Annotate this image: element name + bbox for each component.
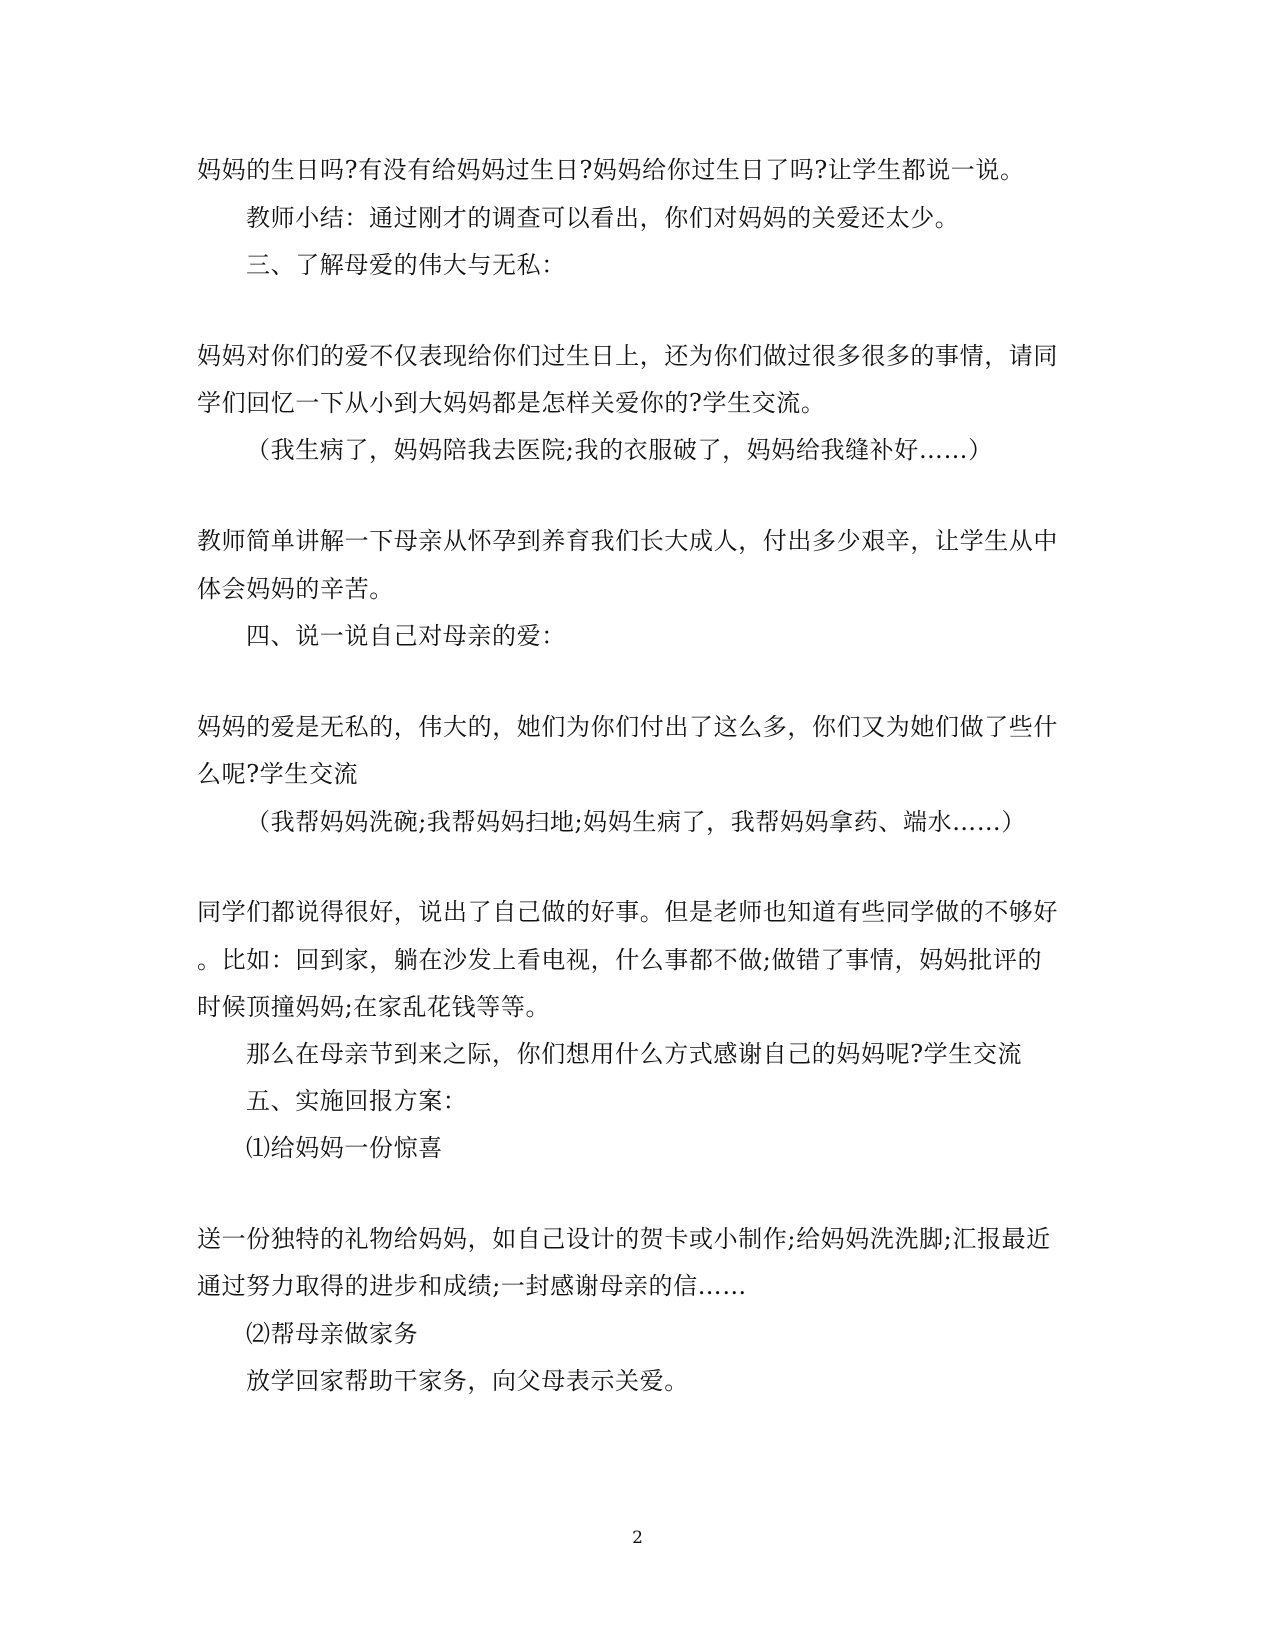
text-line-11: 么呢?学生交流 bbox=[197, 760, 359, 788]
text-line-13: 同学们都说得很好，说出了自己做的好事。但是老师也知道有些同学做的不够好 bbox=[197, 898, 1058, 926]
text-line-1: 妈妈的生日吗?有没有给妈妈过生日?妈妈给你过生日了吗?让学生都说一说。 bbox=[197, 156, 1025, 184]
text-line-2: 教师小结：通过刚才的调查可以看出，你们对妈妈的关爱还太少。 bbox=[246, 204, 960, 232]
text-line-16: 那么在母亲节到来之际，你们想用什么方式感谢自己的妈妈呢?学生交流 bbox=[246, 1040, 1023, 1068]
text-line-6: （我生病了，妈妈陪我去医院;我的衣服破了，妈妈给我缝补好……） bbox=[246, 436, 993, 464]
section-heading-5: 五、实施回报方案： bbox=[246, 1087, 468, 1115]
text-line-15: 时候顶撞妈妈;在家乱花钱等等。 bbox=[197, 993, 551, 1021]
text-line-12: （我帮妈妈洗碗;我帮妈妈扫地;妈妈生病了，我帮妈妈拿药、端水……） bbox=[246, 808, 1026, 836]
text-line-7: 教师简单讲解一下母亲从怀孕到养育我们长大成人，付出多少艰辛，让学生从中 bbox=[197, 527, 1058, 555]
text-line-10: 妈妈的爱是无私的，伟大的，她们为你们付出了这么多，你们又为她们做了些什 bbox=[197, 713, 1058, 741]
text-line-4: 妈妈对你们的爱不仅表现给你们过生日上，还为你们做过很多很多的事情，请同 bbox=[197, 342, 1058, 370]
page-number: 2 bbox=[632, 1528, 643, 1548]
text-line-22: 放学回家帮助干家务，向父母表示关爱。 bbox=[246, 1367, 689, 1395]
text-line-20: 通过努力取得的进步和成绩;一封感谢母亲的信…… bbox=[197, 1272, 747, 1300]
list-item-1: ⑴给妈妈一份惊喜 bbox=[246, 1134, 443, 1162]
text-line-19: 送一份独特的礼物给妈妈，如自己设计的贺卡或小制作;给妈妈洗洗脚;汇报最近 bbox=[197, 1225, 1051, 1253]
text-line-5: 学们回忆一下从小到大妈妈都是怎样关爱你的?学生交流。 bbox=[197, 389, 826, 417]
text-line-8: 体会妈妈的辛苦。 bbox=[197, 575, 394, 603]
list-item-2: ⑵帮母亲做家务 bbox=[246, 1320, 419, 1348]
section-heading-4: 四、说一说自己对母亲的爱： bbox=[246, 622, 566, 650]
section-heading-3: 三、了解母爱的伟大与无私： bbox=[246, 251, 566, 279]
text-line-14: 。比如：回到家，躺在沙发上看电视，什么事都不做;做错了事情，妈妈批评的 bbox=[197, 946, 1043, 974]
